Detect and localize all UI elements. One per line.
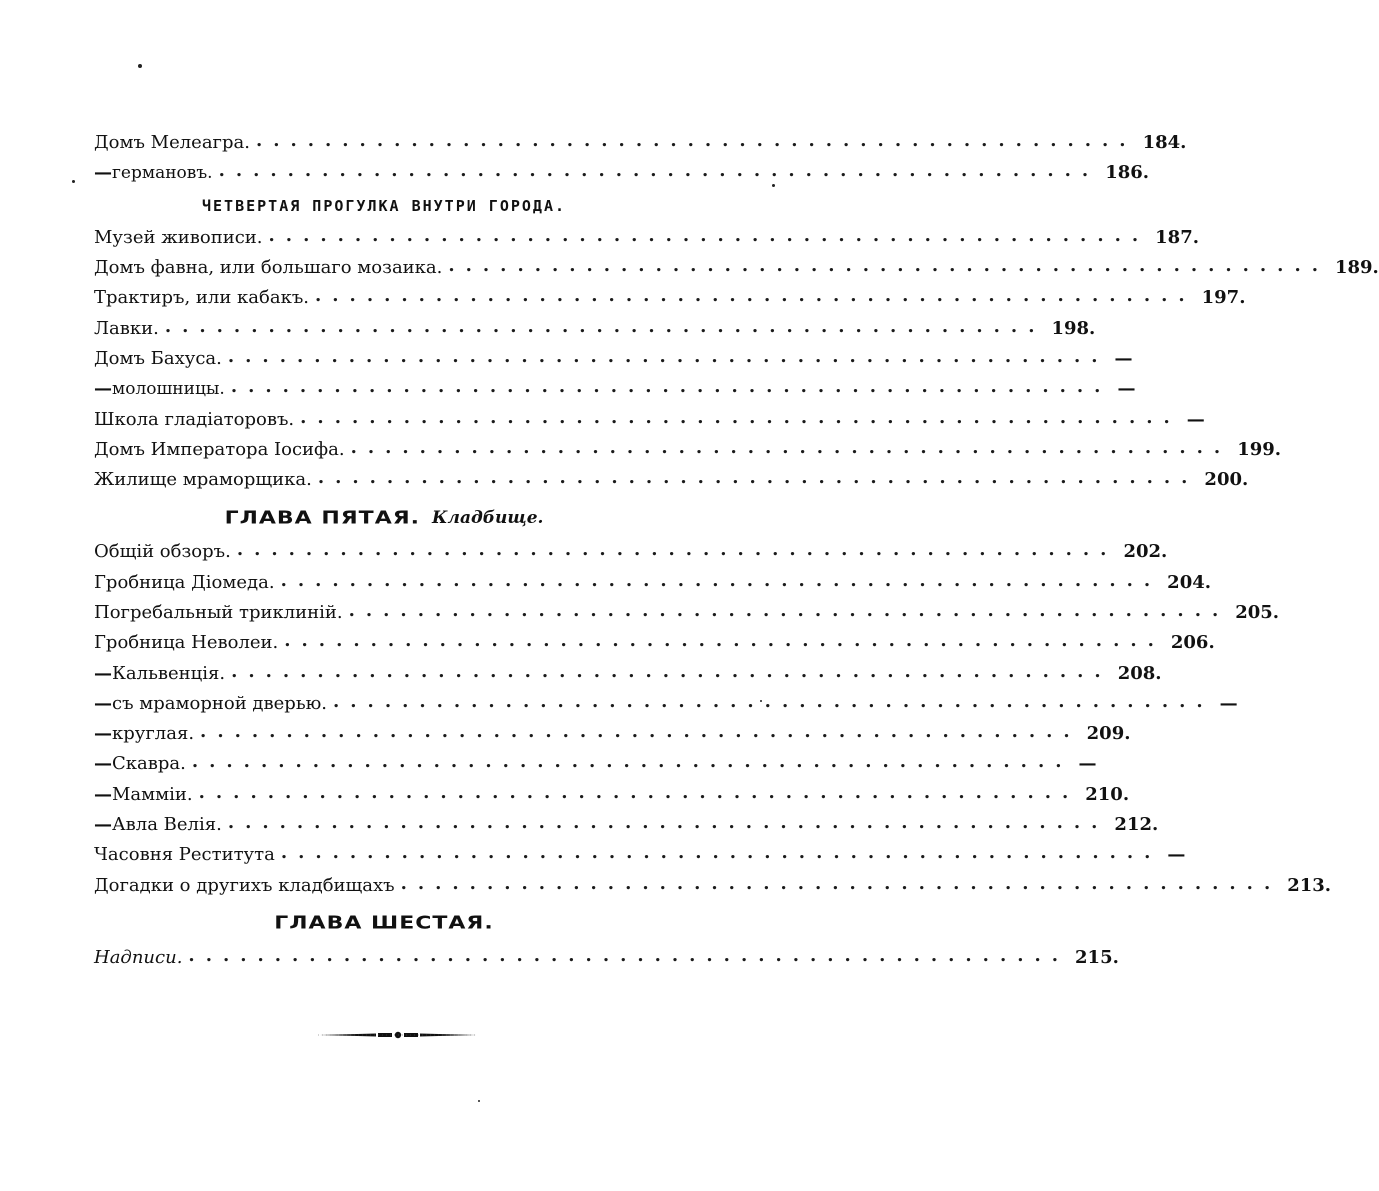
- entry-page: 205.: [1229, 604, 1279, 622]
- entry-label: молошницы.: [112, 381, 231, 398]
- entry-page: 189.: [1329, 259, 1379, 277]
- ink-speck: [72, 180, 75, 183]
- entry-page: —: [1181, 411, 1205, 429]
- toc-entry: [94, 840, 1186, 870]
- chapter-heading: [94, 905, 674, 943]
- entry-label: Школа гладіаторовъ.: [94, 411, 300, 429]
- toc-entry: [94, 568, 1212, 598]
- dot-leader: ...................................................: [280, 569, 1162, 591]
- entry-label: Домъ фавна, или большаго мозаика.: [94, 259, 448, 277]
- dot-leader: ...................................................: [227, 345, 1109, 367]
- entry-page: —: [1214, 695, 1238, 713]
- dot-leader: ...................................................: [348, 600, 1230, 621]
- dot-leader: ...................................................: [268, 224, 1150, 246]
- toc-entry: [94, 719, 1131, 749]
- entry-label: Авла Велія.: [112, 816, 228, 834]
- entry-label: Домъ Императора Іосифа.: [94, 441, 351, 459]
- dot-leader: ...................................................: [200, 721, 1081, 743]
- entry-page: —: [1111, 380, 1135, 398]
- entry-label: Лавки.: [94, 320, 165, 338]
- toc-entry: [94, 689, 1238, 719]
- entry-page: 215.: [1069, 949, 1119, 967]
- dot-leader: ...................................................: [230, 376, 1112, 398]
- entry-page: 213.: [1281, 877, 1331, 895]
- dot-leader: ...................................................: [255, 130, 1137, 152]
- entry-label: Мамміи.: [112, 786, 199, 804]
- ditto-dash: —: [94, 753, 112, 775]
- toc-entry: [94, 658, 1162, 688]
- dot-leader: ...................................................: [300, 406, 1181, 428]
- dot-leader: ...................................................: [198, 781, 1080, 803]
- chapter-title: ГЛАВА ШЕСТАЯ.: [274, 913, 494, 934]
- entry-label: Гробница Діомеда.: [94, 574, 281, 592]
- entry-label: Гробница Неволеи.: [94, 634, 284, 652]
- entry-page: 197.: [1196, 289, 1246, 307]
- toc-entry: [94, 943, 1119, 973]
- toc-entry: [94, 158, 1150, 188]
- entry-label: Часовня Реститута: [94, 846, 281, 864]
- toc-entry: [94, 435, 1282, 465]
- toc-entry: [94, 628, 1215, 658]
- entry-page: —: [1072, 755, 1096, 773]
- dot-leader: ...................................................: [231, 660, 1112, 682]
- toc-entry: [94, 374, 1136, 404]
- entry-label: Домъ Мелеагра.: [94, 134, 256, 152]
- ditto-dash: —: [94, 723, 112, 745]
- dot-leader: ...................................................: [236, 539, 1118, 561]
- entry-page: 204.: [1161, 574, 1211, 592]
- entry-label: Скавра.: [112, 755, 192, 773]
- ditto-dash: —: [94, 162, 112, 184]
- entry-page: 212.: [1108, 816, 1158, 834]
- entry-label: съ мраморной дверью.: [112, 695, 333, 713]
- entry-label: Общій обзоръ.: [94, 543, 237, 561]
- ditto-dash: —: [94, 692, 112, 714]
- entry-label: Домъ Бахуса.: [94, 350, 228, 368]
- entry-label: Жилище мраморщика.: [94, 471, 318, 489]
- dot-leader: ...................................................: [191, 751, 1073, 773]
- toc-entry: [94, 313, 1096, 343]
- entry-page: 206.: [1165, 634, 1215, 652]
- dot-leader: ...................................................: [350, 436, 1232, 458]
- toc-entry: [94, 223, 1199, 253]
- entry-page: 202.: [1117, 543, 1167, 561]
- toc-entry: [94, 128, 1187, 158]
- entry-label: Кальвенція.: [112, 665, 231, 683]
- toc-entry: [94, 810, 1159, 840]
- toc-entry: [94, 871, 1332, 901]
- dot-leader: ...................................................: [227, 812, 1109, 834]
- toc-entry: [94, 344, 1133, 374]
- entry-page: 186.: [1099, 164, 1149, 182]
- dot-leader: ...................................................: [333, 690, 1214, 712]
- toc-entry: [94, 465, 1249, 495]
- entry-label: Догадки о другихъ кладбищахъ: [94, 877, 401, 895]
- entry-label: Трактиръ, или кабакъ.: [94, 289, 315, 307]
- ink-speck: [772, 184, 775, 187]
- entry-page: 199.: [1231, 441, 1281, 459]
- dot-leader: ...................................................: [317, 467, 1199, 489]
- entry-page: 209.: [1081, 725, 1131, 743]
- ornament-rule-icon: [318, 1030, 478, 1040]
- dot-leader: ...................................................: [284, 630, 1165, 652]
- entry-label: Погребальный триклиній.: [94, 604, 349, 622]
- dot-leader: ...................................................: [400, 872, 1282, 894]
- chapter-heading: [94, 499, 674, 537]
- entry-label: Музей живописи.: [94, 229, 269, 247]
- ditto-dash: —: [94, 662, 112, 684]
- dot-leader: ...................................................: [315, 285, 1196, 307]
- ink-speck: [478, 1100, 480, 1102]
- dot-leader: ...................................................: [218, 160, 1100, 182]
- table-of-contents: [94, 128, 1379, 973]
- ink-speck: [138, 64, 142, 68]
- dot-leader: ...................................................: [188, 944, 1070, 966]
- toc-entry: [94, 749, 1097, 779]
- entry-page: —: [1109, 350, 1133, 368]
- entry-page: 210.: [1079, 786, 1129, 804]
- dot-leader: ...................................................: [448, 255, 1329, 277]
- entry-page: 184.: [1137, 134, 1187, 152]
- ditto-dash: —: [94, 378, 112, 400]
- entry-page: 208.: [1112, 665, 1162, 683]
- entry-page: 187.: [1149, 229, 1199, 247]
- toc-entry: [94, 537, 1168, 567]
- chapter-title: ГЛАВА ПЯТАЯ.: [224, 508, 421, 529]
- entry-label: германовъ.: [112, 165, 219, 182]
- dot-leader: ...................................................: [280, 842, 1162, 864]
- toc-entry: [94, 283, 1246, 313]
- ditto-dash: —: [94, 783, 112, 805]
- dot-leader: ...................................................: [164, 315, 1046, 337]
- entry-label: Надписи.: [94, 949, 188, 967]
- toc-entry: [94, 598, 1280, 628]
- entry-page: 200.: [1198, 471, 1248, 489]
- toc-entry: [94, 404, 1205, 434]
- section-heading: ЧЕТВЕРТАЯ ПРОГУЛКА ВНУТРИ ГОРОДА.: [201, 196, 566, 215]
- entry-label: круглая.: [112, 725, 200, 743]
- ditto-dash: —: [94, 814, 112, 836]
- toc-entry: [94, 780, 1130, 810]
- entry-page: 198.: [1045, 320, 1095, 338]
- entry-page: —: [1161, 846, 1185, 864]
- chapter-subtitle: Кладбище.: [432, 508, 544, 529]
- toc-entry: [94, 253, 1379, 283]
